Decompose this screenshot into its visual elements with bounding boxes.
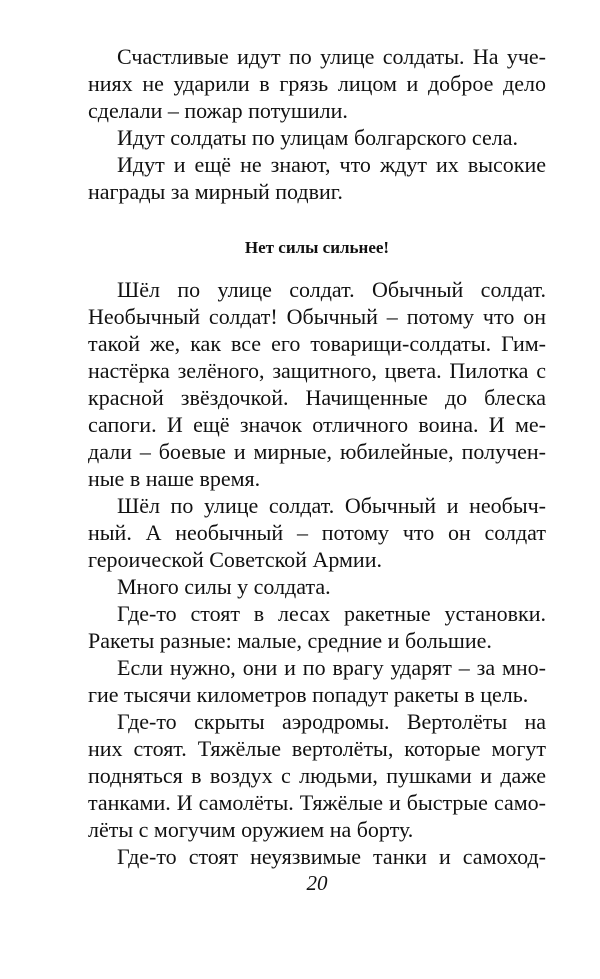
text-line: Где-то скрыты аэродромы. Вертолёты на: [117, 709, 546, 734]
text-line: Шёл по улице солдат. Обычный и необыч-: [117, 493, 546, 518]
text-line: Идут и ещё не знают, что ждут их высокие: [117, 152, 546, 177]
text-line: сапоги. И ещё значок отличного воина. И ме-: [88, 412, 546, 437]
text-line: Много силы у солдата.: [117, 574, 331, 599]
text-line: настёрка зелёного, защитного, цвета. Пилотка с: [88, 358, 546, 383]
text-line: Необычный солдат! Обычный – потому что он: [88, 304, 546, 329]
text-line: ниях не ударили в грязь лицом и доброе дело: [88, 71, 546, 96]
text-line: Шёл по улице солдат. Обычный солдат.: [117, 277, 546, 302]
text-line: гие тысячи километров попадут ракеты в цель.: [88, 682, 529, 707]
text-line: подняться в воздух с людьми, пушками и даже: [88, 763, 546, 788]
text-line: дали – боевые и мирные, юбилейные, получен-: [88, 439, 546, 464]
text-line: Счастливые идут по улице солдаты. На уче-: [117, 44, 546, 69]
text-line: Идут солдаты по улицам болгарского села.: [117, 125, 518, 150]
text-line: них стоят. Тяжёлые вертолёты, которые могут: [88, 736, 546, 761]
page-number: 20: [306, 871, 328, 895]
text-line: награды за мирный подвиг.: [88, 179, 343, 204]
text-line: Ракеты разные: малые, средние и большие.: [88, 628, 492, 653]
text-line: Где-то стоят в лесах ракетные установки.: [117, 601, 546, 626]
text-line: Где-то стоят неуязвимые танки и самоход-: [117, 844, 546, 869]
text-line: ный. А необычный – потому что он солдат: [88, 520, 546, 545]
text-line: танками. И самолёты. Тяжёлые и быстрые само-: [88, 790, 546, 815]
text-line: героической Советской Армии.: [88, 547, 382, 572]
text-line: красной звёздочкой. Начищенные до блеска: [88, 385, 546, 410]
section-heading: Нет силы сильнее!: [244, 238, 390, 257]
text-line: лёты с могучим оружием на борту.: [88, 817, 414, 842]
text-line: Если нужно, они и по врагу ударят – за мно-: [117, 655, 546, 680]
text-line: ные в наше время.: [88, 466, 261, 491]
text-line: сделали – пожар потушили.: [88, 98, 348, 123]
text-line: такой же, как все его товарищи-солдаты. Гим-: [88, 331, 546, 356]
